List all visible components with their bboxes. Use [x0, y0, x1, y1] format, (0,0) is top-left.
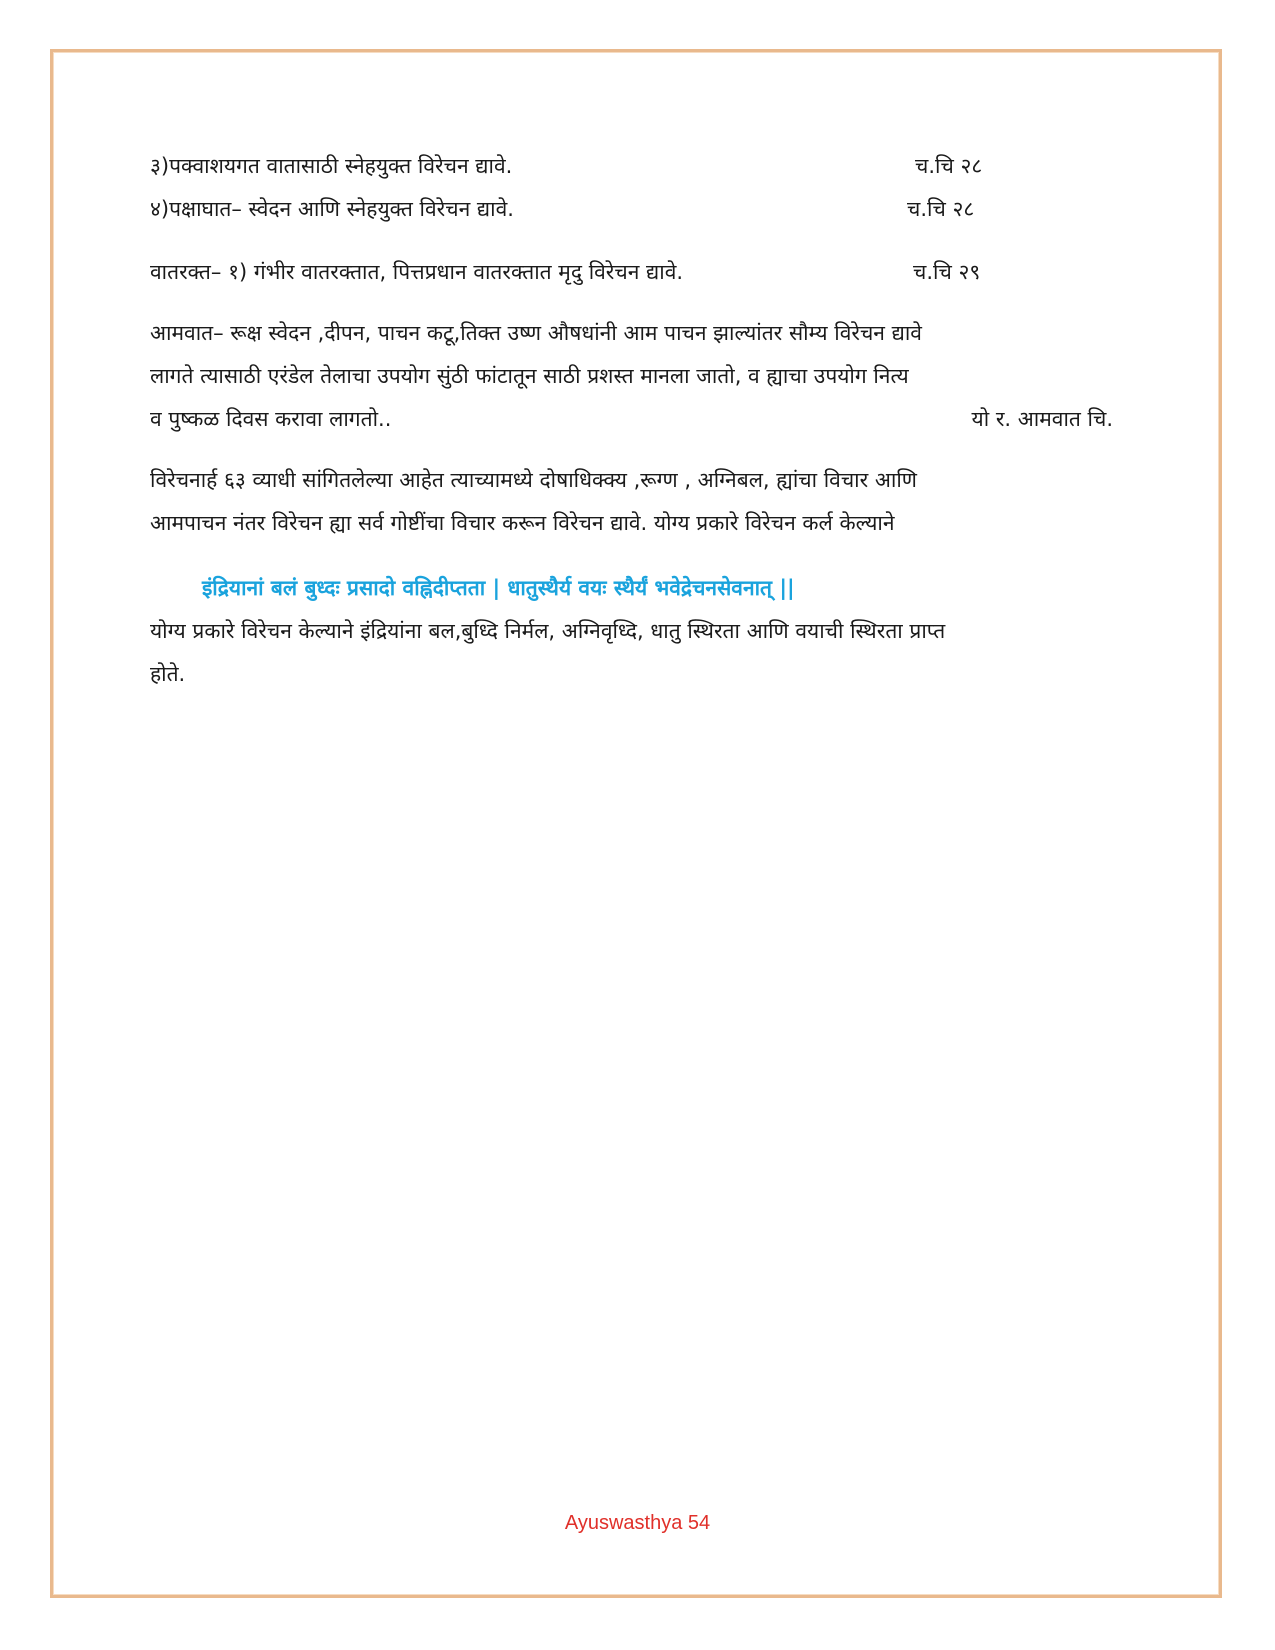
line-vatarakta [150, 251, 1125, 294]
shloka-verse: इंद्रियानां बलं बुध्दः प्रसादो वह्निदीप्तता | धातुस्थैर्य वयः स्थैर्यं भवेद्रेचनसेवनात् || [202, 576, 795, 600]
paragraph-line: आमपाचन नंतर विरेचन ह्या सर्व गोष्टींचा विचार करून विरेचन द्यावे. योग्य प्रकारे विरेचन कर्ल केल्याने [150, 511, 895, 535]
paragraph-line: आमवात– रूक्ष स्वेदन ,दीपन, पाचन कटू,तिक्त उष्ण औषधांनी आम पाचन झाल्यांतर सौम्य विरेचन द्यावे [150, 321, 922, 345]
line-text: ४)पक्षाघात– स्वेदन आणि स्नेहयुक्त विरेचन द्यावे. [150, 197, 514, 221]
line-pakvashaya [150, 145, 1125, 188]
reference: च.चि २८ [915, 154, 983, 178]
paragraph-meaning [150, 610, 1125, 696]
paragraph-line: योग्य प्रकारे विरेचन केल्याने इंद्रियांना बल,बुध्दि निर्मल, अग्निवृध्दि, धातु स्थिरता आणि वयाची स्थिरता प्राप्त [150, 619, 946, 643]
line-text: वातरक्त– १) गंभीर वातरक्तात, पित्तप्रधान वातरक्तात मृदु विरेचन द्यावे. [150, 260, 684, 284]
paragraph-virechanarha [150, 459, 1125, 545]
reference: च.चि २९ [913, 260, 981, 284]
paragraph-amavata [150, 312, 1125, 441]
page-content [150, 145, 1125, 696]
paragraph-line: विरेचनार्ह ६३ व्याधी सांगितलेल्या आहेत त्याच्यामध्ये दोषाधिक्क्य ,रूग्ण , अग्निबल, ह्यांचा विचार आणि [150, 468, 917, 492]
paragraph-line: होते. [150, 662, 186, 686]
reference: यो र. आमवात चि. [971, 407, 1113, 431]
line-text: ३)पक्वाशयगत वातासाठी स्नेहयुक्त विरेचन द्यावे. [150, 154, 513, 178]
reference: च.चि २८ [907, 197, 975, 221]
paragraph-line: लागते त्यासाठी एरंडेल तेलाचा उपयोग सुंठी फांटातून साठी प्रशस्त मानला जातो, व ह्याचा उपयोग नित्य [150, 364, 909, 388]
page-footer: Ayuswasthya 54 [564, 1512, 711, 1534]
paragraph-line: व पुष्कळ दिवस करावा लागतो.. [150, 407, 392, 431]
line-pakshaghata [150, 188, 1125, 231]
